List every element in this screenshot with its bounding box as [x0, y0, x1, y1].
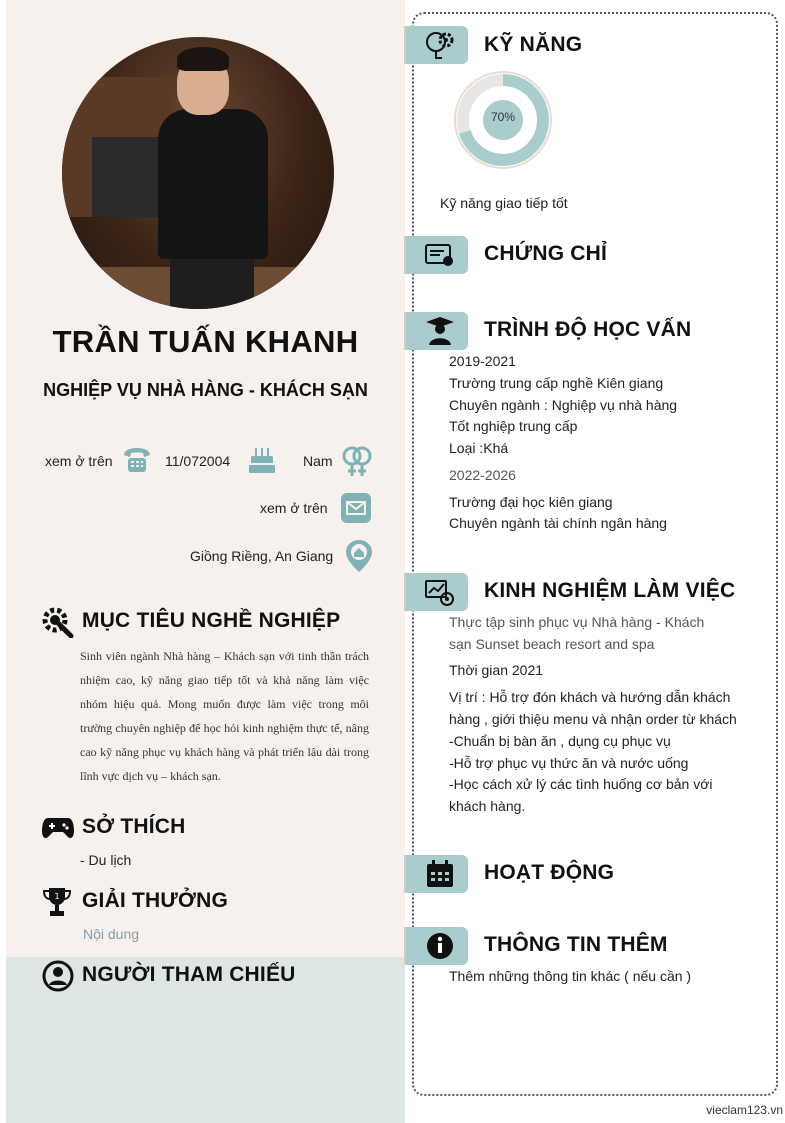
objective-text: Sinh viên ngành Nhà hàng – Khách sạn với tinh thần trách nhiệm cao, kỹ năng giao tiếp tốt và khả năng làm việc nhóm hiệu quả. Mong muốn được làm việc trong môi trường chuyên nghiệp để học hỏi kinh nghiệm thực tế, nâng cao kỹ năng phục vụ khách hàng và phát triển lâu dài trong lĩnh vực dịch vụ – khách sạn. — [80, 649, 369, 783]
exp-detail-2: hàng , giới thiệu menu và nhận order từ khách — [449, 711, 737, 727]
avatar — [62, 37, 334, 309]
certificates-badge — [404, 236, 468, 274]
edu1-degree: Tốt nghiệp trung cấp — [449, 418, 578, 434]
certificates-title: CHỨNG CHỈ — [484, 242, 608, 265]
experience-chart-icon — [424, 577, 456, 607]
svg-text:1: 1 — [54, 892, 60, 901]
email-value: xem ở trên — [260, 500, 328, 516]
exp-detail-5: -Học cách xử lý các tình huống cơ bản với — [449, 776, 713, 792]
exp-detail-3: -Chuẩn bị bàn ăn , dụng cụ phục vụ — [449, 733, 671, 749]
skills-title: KỸ NĂNG — [484, 33, 583, 56]
gender-icon — [341, 444, 373, 478]
exp-company-line1: Thực tập sinh phục vụ Nhà hàng - Khách — [449, 614, 705, 630]
trophy-icon — [43, 886, 71, 918]
exp-detail-6: khách hàng. — [449, 798, 526, 814]
skills-badge — [404, 26, 468, 64]
awards-title: GIẢI THƯỞNG — [82, 889, 229, 912]
edu2-major: Chuyên ngành tài chính ngân hàng — [449, 515, 667, 531]
awards-placeholder: Nội dung — [83, 926, 140, 942]
gamepad-icon — [42, 816, 74, 840]
skill-label: Kỹ năng giao tiếp tốt — [440, 195, 568, 211]
calendar-icon — [424, 859, 456, 889]
hobby-item: - Du lịch — [80, 852, 132, 868]
phone-value: xem ở trên — [45, 453, 113, 469]
birthday-value: 11/072004 — [165, 453, 231, 469]
edu1-period: 2019-2021 — [449, 353, 516, 369]
phone-icon — [121, 446, 153, 474]
references-title: NGƯỜI THAM CHIẾU — [82, 963, 296, 986]
experience-badge — [404, 573, 468, 611]
activities-badge — [404, 855, 468, 893]
job-title: NGHIỆP VỤ NHÀ HÀNG - KHÁCH SẠN — [43, 380, 368, 400]
extra-title: THÔNG TIN THÊM — [484, 933, 668, 956]
email-icon — [341, 493, 371, 523]
edu1-major: Chuyên ngành : Nghiệp vụ nhà hàng — [449, 397, 678, 413]
experience-title: KINH NGHIỆM LÀM VIỆC — [484, 579, 736, 602]
skill-percent-label: 70% — [490, 110, 516, 124]
edu1-grade: Loại :Khá — [449, 440, 509, 456]
activities-title: HOẠT ĐỘNG — [484, 861, 615, 884]
brain-gear-icon — [424, 30, 456, 60]
objective-title: MỤC TIÊU NGHỀ NGHIỆP — [82, 609, 341, 632]
location-pin-icon — [345, 539, 373, 573]
exp-detail-1: Vị trí : Hỗ trợ đón khách và hướng dẫn khách — [449, 689, 731, 705]
education-badge — [404, 312, 468, 350]
gender-value: Nam — [303, 453, 333, 469]
candidate-name: TRẦN TUẤN KHANH — [52, 324, 359, 359]
gear-wrench-icon — [42, 606, 74, 638]
extra-badge — [404, 927, 468, 965]
hobbies-title: SỞ THÍCH — [82, 815, 186, 838]
birthday-cake-icon — [247, 444, 277, 476]
exp-company-line2: sạn Sunset beach resort and spa — [449, 636, 655, 652]
exp-detail-4: -Hỗ trợ phục vụ thức ăn và nước uống — [449, 755, 689, 771]
edu1-school: Trường trung cấp nghề Kiên giang — [449, 375, 664, 391]
edu2-school: Trường đại học kiên giang — [449, 494, 613, 510]
address-value: Giồng Riềng, An Giang — [190, 548, 334, 564]
certificate-icon — [424, 240, 456, 270]
extra-text: Thêm những thông tin khác ( nếu cần ) — [449, 968, 692, 984]
user-circle-icon — [42, 960, 74, 992]
edu2-period: 2022-2026 — [449, 467, 516, 483]
footer-brand: vieclam123.vn — [706, 1103, 783, 1117]
education-title: TRÌNH ĐỘ HỌC VẤN — [484, 318, 692, 341]
exp-time: Thời gian 2021 — [449, 662, 544, 678]
graduate-icon — [424, 316, 456, 346]
info-icon — [424, 931, 456, 961]
